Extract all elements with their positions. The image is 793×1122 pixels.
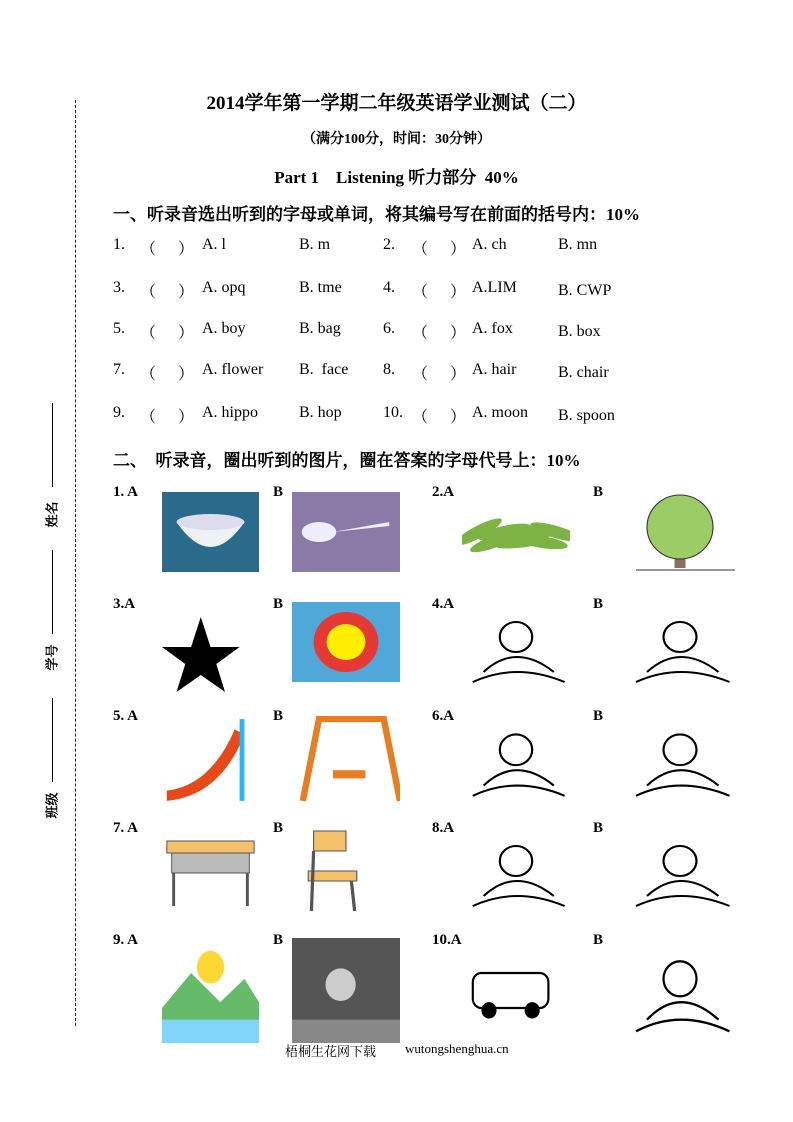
- option-a: A. moon: [472, 404, 528, 421]
- part-heading: Part 1 Listening 听力部分 40%: [274, 168, 519, 187]
- running-cat-icon: [625, 938, 735, 1043]
- girl-at-desk-icon: [625, 826, 735, 916]
- question-number: 5.: [113, 320, 125, 337]
- option-a: A. ch: [472, 236, 507, 253]
- chair-icon: [292, 826, 400, 916]
- choice-b-label[interactable]: B: [593, 708, 604, 724]
- cat-icon: [625, 714, 735, 806]
- student-no-line: [52, 550, 53, 634]
- answer-paren-close: ）: [450, 409, 467, 426]
- question-number: 4.: [383, 279, 395, 296]
- star-icon: [162, 602, 259, 692]
- option-a: A. hippo: [202, 404, 258, 421]
- swimming-boy-icon: [625, 602, 735, 692]
- option-b: B. bag: [299, 320, 341, 337]
- answer-paren-open[interactable]: （: [140, 366, 157, 383]
- tree-icon: [625, 492, 735, 572]
- section2-heading: 二、 听录音，圈出听到的图片，圈在答案的字母代号上：10%: [113, 451, 581, 470]
- choice-a-label[interactable]: 3.A: [113, 596, 136, 612]
- option-b: B. chair: [558, 364, 609, 381]
- choice-b-label[interactable]: B: [593, 932, 604, 948]
- option-a: A. boy: [202, 320, 246, 337]
- option-b: B. hop: [299, 404, 342, 421]
- answer-paren-open[interactable]: （: [140, 241, 157, 258]
- page-title: 2014学年第一学期二年级英语学业测试（二）: [206, 93, 587, 114]
- question-number: 9.: [113, 404, 125, 421]
- choice-b-label[interactable]: B: [273, 932, 284, 948]
- choice-a-label[interactable]: 10.A: [432, 932, 462, 948]
- answer-paren-close: ）: [450, 241, 467, 258]
- subtitle: （满分100分，时间：30分钟）: [302, 132, 491, 147]
- answer-paren-close: ）: [178, 284, 195, 301]
- bowl-icon: [162, 492, 259, 572]
- spoon-icon: [292, 492, 400, 572]
- answer-paren-open[interactable]: （: [412, 284, 429, 301]
- question-number: 7.: [113, 361, 125, 378]
- class-label: 班级: [45, 792, 61, 819]
- choice-b-label[interactable]: B: [593, 484, 604, 500]
- name-label: 姓名: [45, 501, 61, 528]
- question-number: 3.: [113, 279, 125, 296]
- leaves-icon: [462, 492, 570, 572]
- option-b: B. spoon: [558, 407, 615, 424]
- choice-a-label[interactable]: 1. A: [113, 484, 139, 500]
- choice-b-label[interactable]: B: [273, 708, 284, 724]
- answer-paren-close: ）: [450, 366, 467, 383]
- swing-icon: [292, 714, 400, 806]
- swimming-girl-icon: [462, 826, 570, 916]
- desk-icon: [162, 826, 259, 916]
- option-b: B. tme: [299, 279, 342, 296]
- choice-b-label[interactable]: B: [273, 820, 284, 836]
- answer-paren-open[interactable]: （: [412, 366, 429, 383]
- answer-paren-open[interactable]: （: [412, 409, 429, 426]
- question-number: 10.: [383, 404, 403, 421]
- answer-paren-close: ）: [178, 409, 195, 426]
- choice-b-label[interactable]: B: [273, 596, 284, 612]
- question-number: 2.: [383, 236, 395, 253]
- option-a: A. flower: [202, 361, 264, 378]
- name-line: [52, 403, 53, 487]
- choice-a-label[interactable]: 6.A: [432, 708, 455, 724]
- choice-b-label[interactable]: B: [593, 596, 604, 612]
- choice-a-label[interactable]: 8.A: [432, 820, 455, 836]
- moon-night-icon: [292, 938, 400, 1043]
- option-b: B. CWP: [558, 282, 612, 299]
- choice-a-label[interactable]: 7. A: [113, 820, 139, 836]
- choice-b-label[interactable]: B: [273, 484, 284, 500]
- sunrise-icon: [162, 938, 259, 1043]
- option-a: A. opq: [202, 279, 246, 296]
- section1-heading: 一、听录音选出听到的字母或单词，将其编号写在前面的括号内：10%: [113, 205, 640, 224]
- sun-icon: [292, 602, 400, 692]
- answer-paren-open[interactable]: （: [140, 325, 157, 342]
- option-a: A. fox: [472, 320, 513, 337]
- class-line: [52, 698, 53, 782]
- answer-paren-open[interactable]: （: [140, 284, 157, 301]
- option-b: B. box: [558, 323, 601, 340]
- answer-paren-close: ）: [450, 325, 467, 342]
- option-b: B. mn: [558, 236, 598, 253]
- tiger-icon: [462, 714, 570, 806]
- question-number: 6.: [383, 320, 395, 337]
- footer-site-cn: 梧桐生花网下载: [285, 1044, 377, 1059]
- option-a: A.LIM: [472, 279, 517, 296]
- option-b: B. m: [299, 236, 331, 253]
- answer-paren-open[interactable]: （: [412, 241, 429, 258]
- choice-a-label[interactable]: 5. A: [113, 708, 139, 724]
- option-b: B. face: [299, 361, 349, 378]
- binding-line: [75, 100, 76, 1026]
- answer-paren-open[interactable]: （: [412, 325, 429, 342]
- answer-paren-close: ）: [178, 366, 195, 383]
- choice-a-label[interactable]: 2.A: [432, 484, 455, 500]
- car-icon: [462, 938, 570, 1043]
- choice-a-label[interactable]: 4.A: [432, 596, 455, 612]
- student-no-label: 学号: [45, 644, 61, 671]
- question-number: 8.: [383, 361, 395, 378]
- answer-paren-close: ）: [178, 325, 195, 342]
- slide-icon: [162, 714, 259, 806]
- question-number: 1.: [113, 236, 125, 253]
- answer-paren-open[interactable]: （: [140, 409, 157, 426]
- choice-a-label[interactable]: 9. A: [113, 932, 139, 948]
- option-a: A. l: [202, 236, 226, 253]
- option-a: A. hair: [472, 361, 517, 378]
- choice-b-label[interactable]: B: [593, 820, 604, 836]
- answer-paren-close: ）: [178, 241, 195, 258]
- answer-paren-close: ）: [450, 284, 467, 301]
- falling-boy-icon: [462, 602, 570, 692]
- footer-site-url[interactable]: wutongshenghua.cn: [405, 1041, 509, 1056]
